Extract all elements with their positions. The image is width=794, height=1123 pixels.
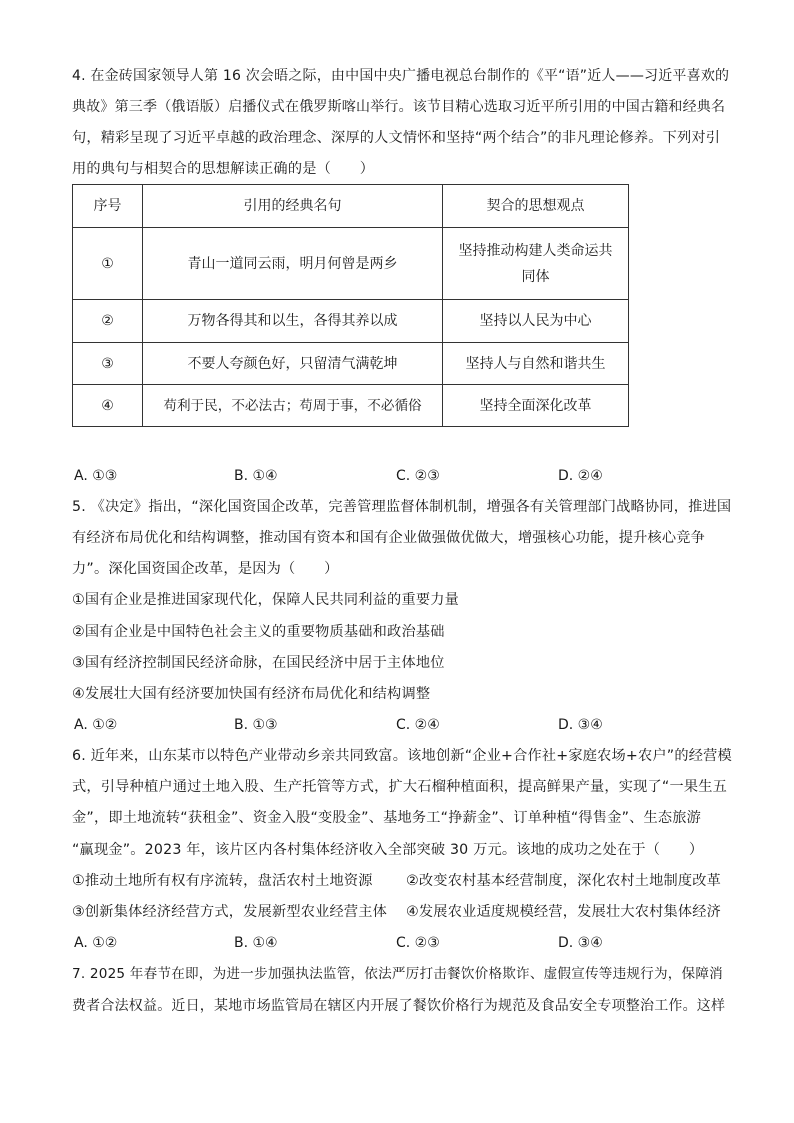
row-num: ① [73,228,143,300]
q6-statement: ④发展农业适度规模经营，发展壮大农村集体经济 [406,904,722,920]
q6-option-c[interactable]: C. ②③ [396,935,440,951]
header-num: 序号 [73,185,143,228]
q4-option-a[interactable]: A. ①③ [74,468,118,484]
row-view: 坚持人与自然和谐共生 [443,343,629,385]
table-header-row [73,185,629,228]
q5-stem-line: 有经济布局优化和结构调整，推动国有资本和国有企业做强做优做大，增强核心功能，提升核心竞争 [72,530,706,546]
q6-statement: ③创新集体经济经营方式，发展新型农业经营主体 [72,904,388,920]
q6-stem-line: 式，引导种植户通过土地入股、生产托管等方式，扩大石榴种植面积，提高鲜果产量，实现了“一果生五 [72,779,727,795]
q7-stem-line: 7. 2025 年春节在即，为进一步加强执法监管，依法严厉打击餐饮价格欺诈、虚假宣传等违规行为，保障消 [72,966,723,982]
table-row [73,228,629,300]
row-view: 坚持全面深化改革 [443,385,629,427]
q6-option-d[interactable]: D. ③④ [558,935,603,951]
q5-option-a[interactable]: A. ①② [74,717,118,733]
row-view: 坚持推动构建人类命运共同体 [443,228,629,300]
row-quote: 青山一道同云雨，明月何曾是两乡 [143,228,443,300]
table-row [73,300,629,343]
q5-option-c[interactable]: C. ②④ [396,717,440,733]
q5-statement: ②国有企业是中国特色社会主义的重要物质基础和政治基础 [72,624,445,640]
row-quote: 不要人夸颜色好，只留清气满乾坤 [143,343,443,385]
q5-statement: ③国有经济控制国民经济命脉，在国民经济中居于主体地位 [72,655,445,671]
header-quote: 引用的经典名句 [143,185,443,228]
q4-option-d[interactable]: D. ②④ [558,468,603,484]
row-num: ② [73,300,143,343]
q4-stem-line: 典故》第三季（俄语版）启播仪式在俄罗斯喀山举行。该节目精心选取习近平所引用的中国古籍和经典名 [72,99,726,115]
table-row [73,385,629,427]
q6-statement: ①推动土地所有权有序流转，盘活农村土地资源 [72,873,373,889]
q6-stem-line: 金”，即土地流转“获租金”、资金入股“变股金”、基地务工“挣薪金”、订单种植“得售金”、生态旅游 [72,810,702,826]
q5-option-b[interactable]: B. ①③ [234,717,278,733]
row-quote: 万物各得其和以生，各得其养以成 [143,300,443,343]
q5-option-d[interactable]: D. ③④ [558,717,603,733]
row-quote: 苟利于民，不必法古；苟周于事，不必循俗 [143,385,443,427]
q4-option-c[interactable]: C. ②③ [396,468,440,484]
q6-option-a[interactable]: A. ①② [74,935,118,951]
header-view: 契合的思想观点 [443,185,629,228]
table-row [73,343,629,385]
q4-option-b[interactable]: B. ①④ [234,468,278,484]
q4-quote-table [72,184,629,427]
q6-option-b[interactable]: B. ①④ [234,935,278,951]
q5-statement: ④发展壮大国有经济要加快国有经济布局优化和结构调整 [72,686,431,702]
q4-stem-line: 4. 在金砖国家领导人第 16 次会晤之际，由中国中央广播电视总台制作的《平“语”近人——习近平喜欢的 [72,68,730,84]
row-num: ③ [73,343,143,385]
q7-stem-line: 费者合法权益。近日，某地市场监管局在辖区内开展了餐饮价格行为规范及食品安全专项整治工作。这样 [72,998,726,1014]
q6-stem-line: 6. 近年来，山东某市以特色产业带动乡亲共同致富。该地创新“企业+合作社+家庭农场+农户”的经营模 [72,748,732,764]
row-num: ④ [73,385,143,427]
q6-stem-line: “赢现金”。2023 年，该片区内各村集体经济收入全部突破 30 万元。该地的成功之处在于（ ） [72,842,704,858]
q4-stem-line: 句，精彩呈现了习近平卓越的政治理念、深厚的人文情怀和坚持“两个结合”的非凡理论修养。下列对引 [72,130,721,146]
q6-statement: ②改变农村基本经营制度，深化农村土地制度改革 [406,873,722,889]
q5-statement: ①国有企业是推进国家现代化，保障人民共同利益的重要力量 [72,592,459,608]
row-view: 坚持以人民为中心 [443,300,629,343]
q4-stem-line: 用的典句与相契合的思想解读正确的是（ ） [72,161,375,177]
q5-stem-line: 力”。深化国资国企改革，是因为（ ） [72,561,339,577]
q5-stem-line: 5. 《决定》指出，“深化国资国企改革，完善管理监督体制机制，增强各有关管理部门战略协同，推进国 [72,499,732,515]
